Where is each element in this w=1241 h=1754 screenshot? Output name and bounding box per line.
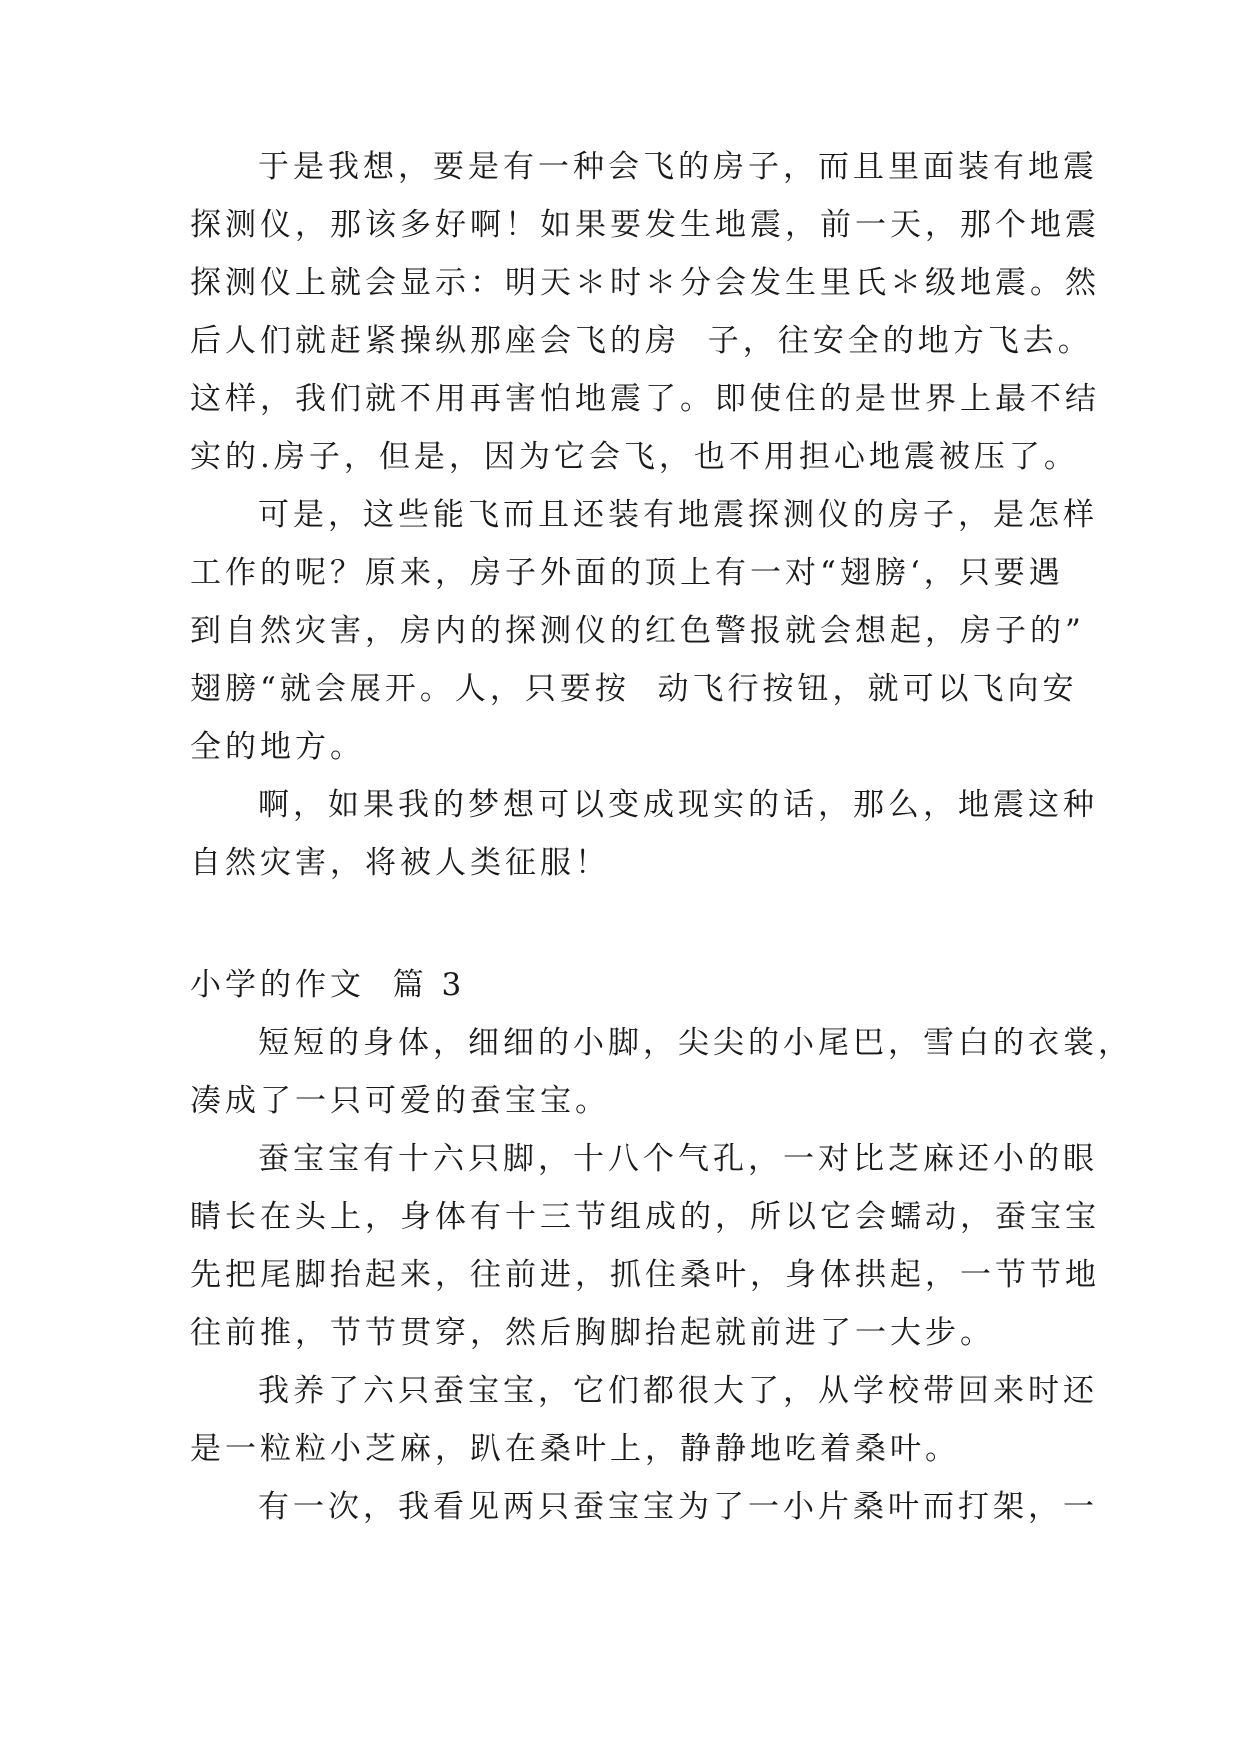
paragraph-line: 短短的身体，细细的小脚，尖尖的小尾巴，雪白的衣裳， <box>258 1025 1133 1061</box>
paragraph-line: 后人们就赶紧操纵那座会飞的房 子，往安全的地方飞去。 <box>190 323 1093 359</box>
paragraph-line: 蚕宝宝有十六只脚，十八个气孔，一对比芝麻还小的眼 <box>258 1141 1098 1177</box>
paragraph-line: 凑成了一只可爱的蚕宝宝。 <box>190 1083 610 1119</box>
paragraph-line: 可是，这些能飞而且还装有地震探测仪的房子，是怎样 <box>258 497 1098 533</box>
paragraph-line: 睛长在头上，身体有十三节组成的，所以它会蠕动，蚕宝宝 <box>190 1199 1100 1235</box>
paragraph-line: 我养了六只蚕宝宝，它们都很大了，从学校带回来时还 <box>258 1373 1098 1409</box>
paragraph-line: 到自然灾害，房内的探测仪的红色警报就会想起，房子的” <box>190 613 1085 649</box>
paragraph-line: 自然灾害，将被人类征服！ <box>190 845 610 881</box>
paragraph-line: 啊，如果我的梦想可以变成现实的话，那么，地震这种 <box>258 787 1098 823</box>
paragraph-line: 全的地方。 <box>190 729 365 765</box>
section-heading: 小学的作文 篇 3 <box>190 967 466 1003</box>
paragraph-line: 于是我想，要是有一种会飞的房子，而且里面装有地震 <box>258 149 1098 185</box>
paragraph-line: 先把尾脚抬起来，往前进，抓住桑叶，身体拱起，一节节地 <box>190 1257 1100 1293</box>
paragraph-line: 这样，我们就不用再害怕地震了。即使住的是世界上最不结 <box>190 381 1100 417</box>
paragraph-line: 有一次，我看见两只蚕宝宝为了一小片桑叶而打架，一 <box>258 1489 1098 1525</box>
paragraph-line: 往前推，节节贯穿，然后胸脚抬起就前进了一大步。 <box>190 1315 995 1351</box>
paragraph-line: 实的.房子，但是，因为它会飞，也不用担心地震被压了。 <box>190 439 1079 475</box>
paragraph-line: 探测仪上就会显示：明天＊时＊分会发生里氏＊级地震。然 <box>190 265 1100 301</box>
paragraph-line: 工作的呢？原来，房子外面的顶上有一对“翅膀‘，只要遇 <box>190 555 1064 591</box>
paragraph-line: 是一粒粒小芝麻，趴在桑叶上，静静地吃着桑叶。 <box>190 1431 960 1467</box>
paragraph-line: 探测仪，那该多好啊！如果要发生地震，前一天，那个地震 <box>190 207 1100 243</box>
paragraph-line: 翅膀“就会展开。人，只要按 动飞行按钮，就可以飞向安 <box>190 671 1078 707</box>
